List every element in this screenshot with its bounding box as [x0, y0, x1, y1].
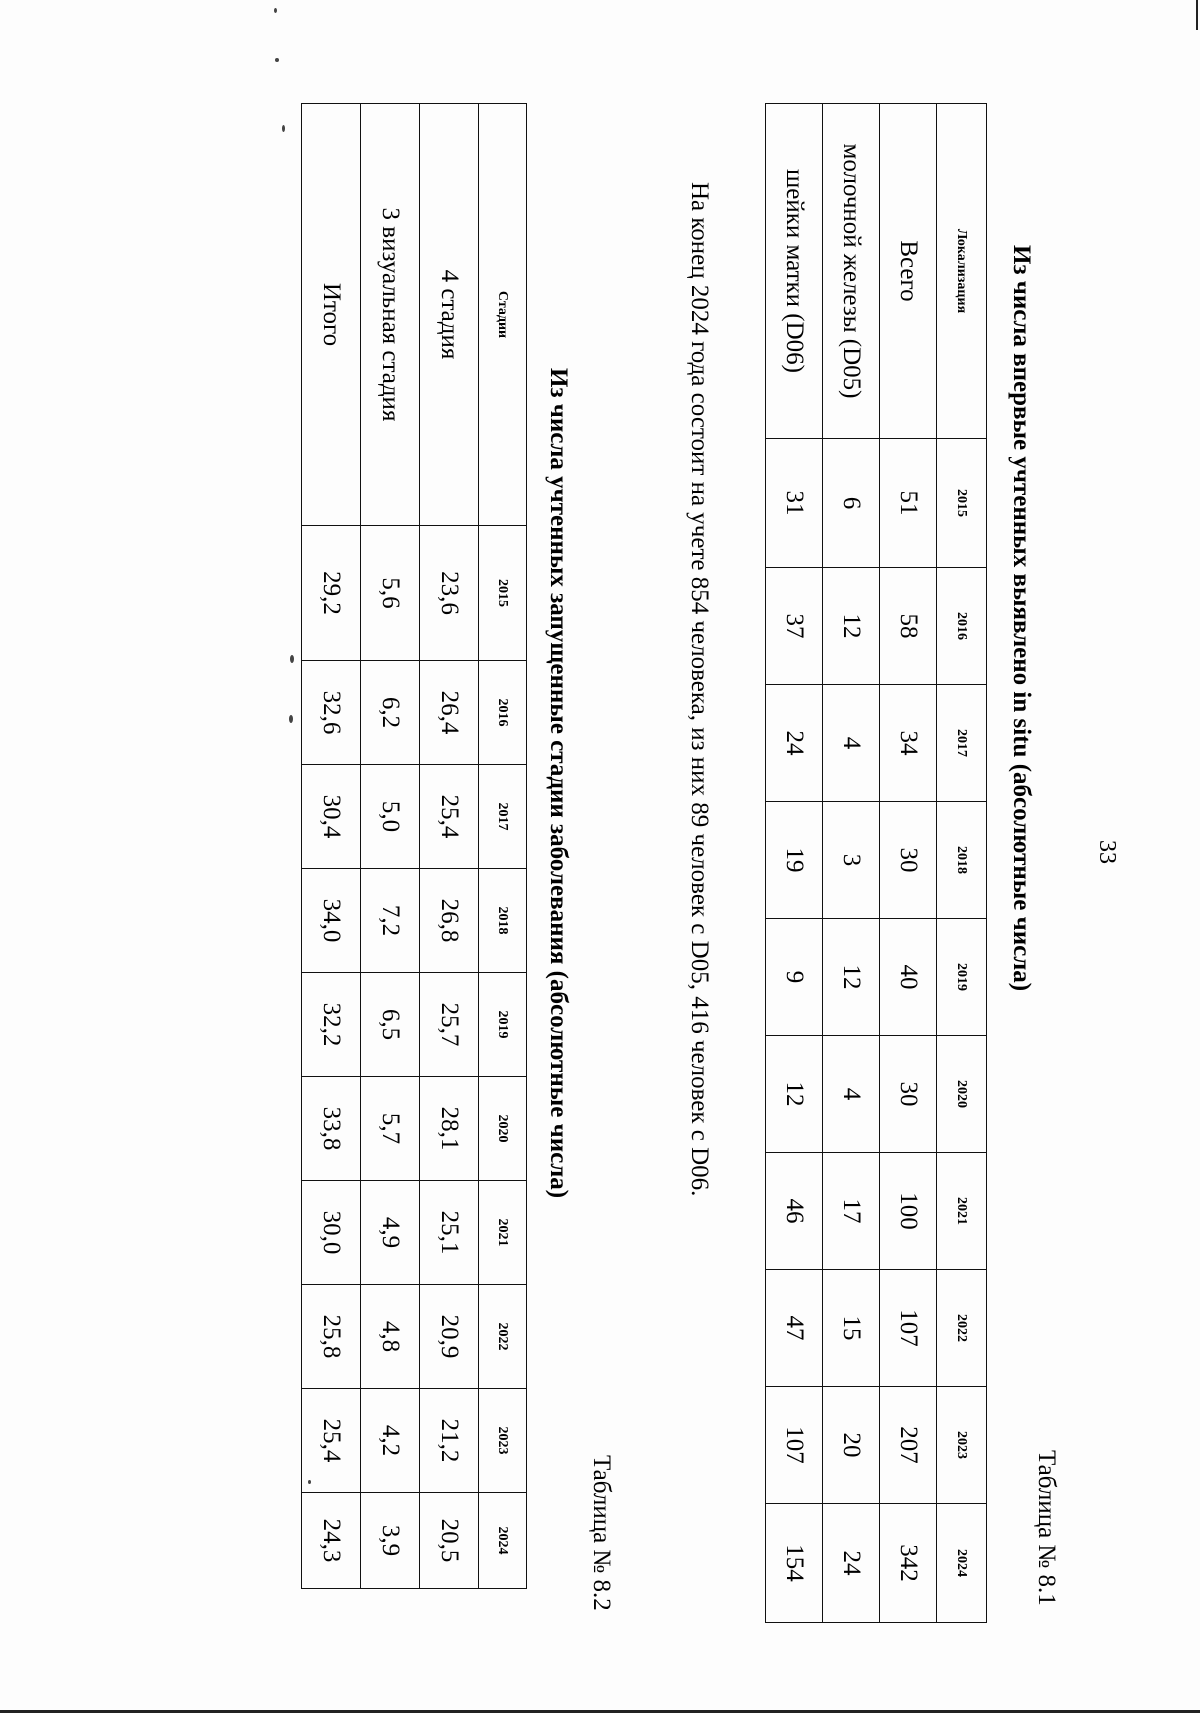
table-cell: 25,7: [420, 973, 479, 1077]
column-header-year: 2016: [937, 568, 987, 685]
table-cell: 34,0: [302, 869, 361, 973]
column-header-year: 2017: [937, 685, 987, 802]
table-cell: 4: [823, 1036, 880, 1153]
page-number: 33: [1094, 840, 1120, 864]
table-row: [361, 104, 420, 1589]
table-cell: 30,0: [302, 1181, 361, 1285]
table-cell: 32,2: [302, 973, 361, 1077]
table-title: Из числа учтенных запущенные стадии заболевания (абсолютные числа): [545, 368, 572, 1199]
table-header-row: [479, 104, 527, 1589]
table-cell: 17: [823, 1153, 880, 1270]
table-cell: 107: [766, 1387, 823, 1504]
table-cell: 25,4: [420, 765, 479, 869]
column-header-year: 2020: [479, 1077, 527, 1181]
table-cell: 30: [880, 1036, 937, 1153]
table-cell: 4,8: [361, 1285, 420, 1389]
table-cell: 26,8: [420, 869, 479, 973]
column-header-year: 2022: [479, 1285, 527, 1389]
table-cell: 24: [766, 685, 823, 802]
table-cell: 40: [880, 919, 937, 1036]
table-cell: 20,9: [420, 1285, 479, 1389]
row-label: Всего: [880, 104, 937, 439]
table-cell: 100: [880, 1153, 937, 1270]
table-row: [420, 104, 479, 1589]
row-label: молочной железы (D05): [823, 104, 880, 439]
column-header-year: 2023: [937, 1387, 987, 1504]
row-label: 4 стадия: [420, 104, 479, 526]
table-title: Из числа впервые учтенных выявлено in situ (абсолютные числа): [1008, 245, 1035, 992]
table-cell: 37: [766, 568, 823, 685]
table-cell: 24: [823, 1504, 880, 1623]
column-header-year: 2024: [937, 1504, 987, 1623]
column-header-year: 2015: [937, 439, 987, 568]
column-header-year: 2018: [479, 869, 527, 973]
table-cell: 342: [880, 1504, 937, 1623]
table-cell: 6,2: [361, 661, 420, 765]
row-label: Итого: [302, 104, 361, 526]
table-cell: 20: [823, 1387, 880, 1504]
row-label: шейки матки (D06): [766, 104, 823, 439]
table-cell: 3: [823, 802, 880, 919]
table-cell: 107: [880, 1270, 937, 1387]
table-cell: 15: [823, 1270, 880, 1387]
column-header-year: 2018: [937, 802, 987, 919]
table-cell: 47: [766, 1270, 823, 1387]
table-cell: 5,7: [361, 1077, 420, 1181]
table-cell: 25,1: [420, 1181, 479, 1285]
table-cell: 51: [880, 439, 937, 568]
table-cell: 28,1: [420, 1077, 479, 1181]
table-cell: 30,4: [302, 765, 361, 869]
table-cell: 12: [823, 919, 880, 1036]
table-cell: 12: [766, 1036, 823, 1153]
table-cell: 20,5: [420, 1493, 479, 1589]
row-label: 3 визуальная стадия: [361, 104, 420, 526]
table-cell: 6,5: [361, 973, 420, 1077]
column-header-year: 2021: [479, 1181, 527, 1285]
table-cell: 19: [766, 802, 823, 919]
table-cell: 4: [823, 685, 880, 802]
table-cell: 5,6: [361, 526, 420, 661]
registry-note: На конец 2024 года состоит на учете 854 человека, из них 89 человек с D05, 416 человек с D06.: [686, 182, 713, 1197]
advanced-stages-table: [301, 103, 527, 1589]
table-cell: 30: [880, 802, 937, 919]
table-cell: 46: [766, 1153, 823, 1270]
table-row-total: [302, 104, 361, 1589]
column-header-year: 2021: [937, 1153, 987, 1270]
table-cell: 26,4: [420, 661, 479, 765]
table-cell: 9: [766, 919, 823, 1036]
table-cell: 29,2: [302, 526, 361, 661]
table-cell: 34: [880, 685, 937, 802]
table-cell: 24,3: [302, 1493, 361, 1589]
table-cell: 12: [823, 568, 880, 685]
table-cell: 25,4: [302, 1389, 361, 1493]
column-header-year: 2016: [479, 661, 527, 765]
column-header-year: 2019: [479, 973, 527, 1077]
table-row: [766, 104, 823, 1623]
table-cell: 4,2: [361, 1389, 420, 1493]
table-cell: 3,9: [361, 1493, 420, 1589]
table-row: [823, 104, 880, 1623]
table-cell: 32,6: [302, 661, 361, 765]
table-cell: 5,0: [361, 765, 420, 869]
table-cell: 33,8: [302, 1077, 361, 1181]
column-header-year: 2023: [479, 1389, 527, 1493]
column-header-localization: Локализация: [937, 104, 987, 439]
table-header-row: [937, 104, 987, 1623]
table-cell: 58: [880, 568, 937, 685]
table-cell: 154: [766, 1504, 823, 1623]
column-header-year: 2019: [937, 919, 987, 1036]
table-cell: 6: [823, 439, 880, 568]
table-caption: Таблица № 8.2: [588, 1455, 615, 1611]
table-caption: Таблица № 8.1: [1033, 1450, 1060, 1606]
column-header-year: 2024: [479, 1493, 527, 1589]
table-cell: 4,9: [361, 1181, 420, 1285]
column-header-year: 2015: [479, 526, 527, 661]
table-cell: 21,2: [420, 1389, 479, 1493]
table-row: [880, 104, 937, 1623]
column-header-stages: Стадии: [479, 104, 527, 526]
table-cell: 25,8: [302, 1285, 361, 1389]
in-situ-table: [765, 103, 987, 1623]
table-cell: 31: [766, 439, 823, 568]
column-header-year: 2022: [937, 1270, 987, 1387]
table-cell: 207: [880, 1387, 937, 1504]
column-header-year: 2017: [479, 765, 527, 869]
column-header-year: 2020: [937, 1036, 987, 1153]
table-cell: 23,6: [420, 526, 479, 661]
table-cell: 7,2: [361, 869, 420, 973]
